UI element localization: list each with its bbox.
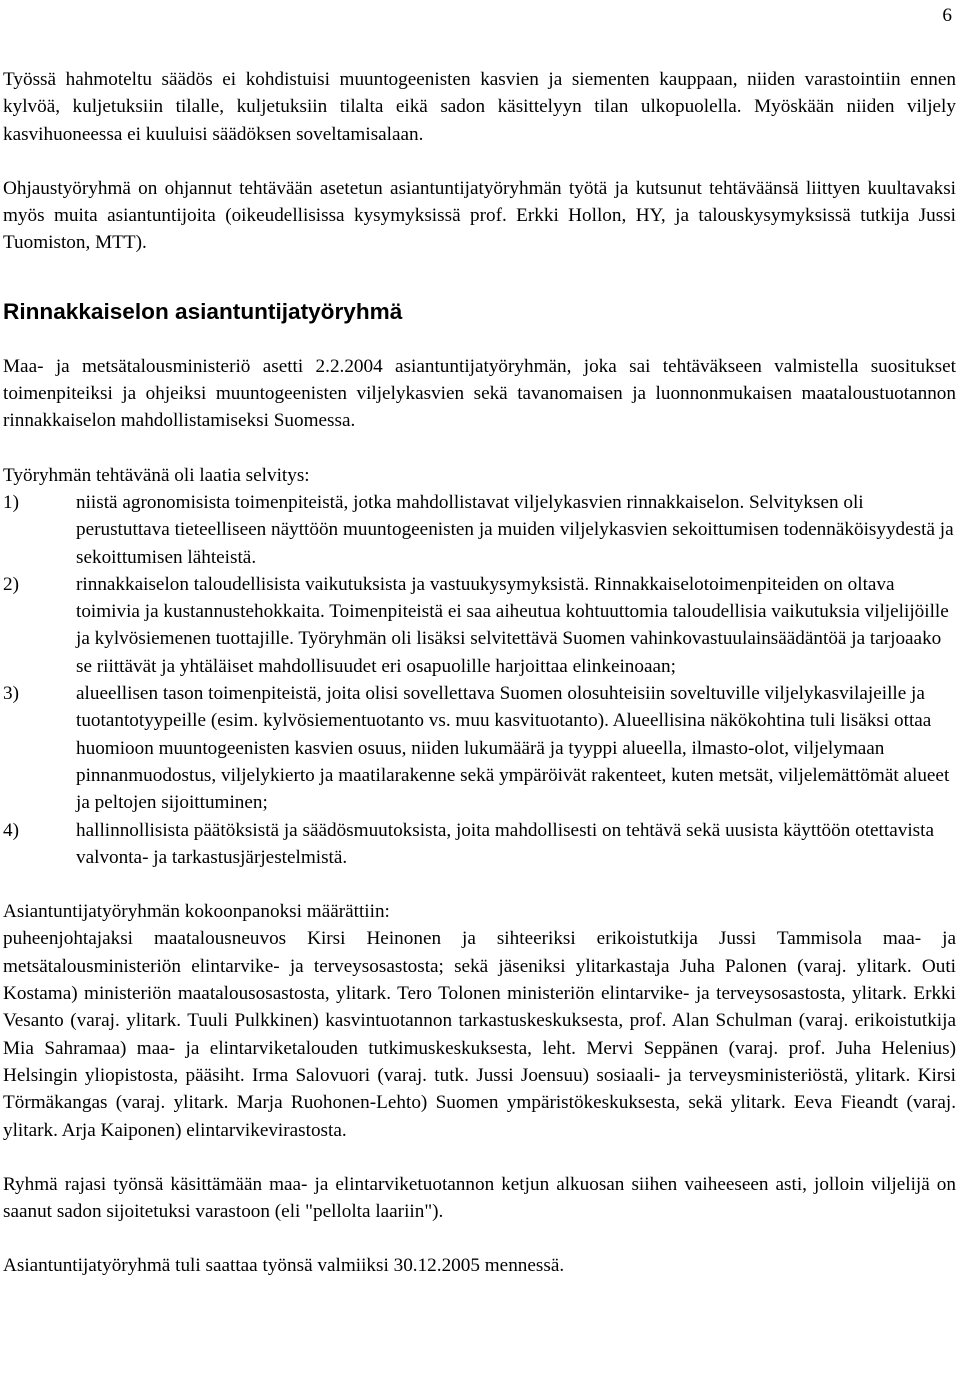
list-item: [3, 571, 956, 680]
list-item-text: alueellisen tason toimenpiteistä, joita olisi sovellettava Suomen olosuhteisiin soveltuville viljelykasvilajeille ja tuotantotyypeille (esim. kylvösiementuotanto vs. muu kasvituotanto). Alueellisina näkökohtina tuli lisäksi ottaa huomioon muuntogeenisten kasvien osuus, niiden lukumäärä ja tyyppi alueella, ilmasto-olot, viljelymaan pinnanmuodostus, viljelykierto ja maatilarakenne sekä ympäröivät rakenteet, kuten metsät, viljelemättömät alueet ja peltojen sijoittuminen;: [76, 683, 950, 814]
paragraph-scope: Ryhmä rajasi työnsä käsittämään maa- ja elintarviketuotannon ketjun alkuosan siihen vaiheeseen asti, jolloin viljelijä on saanut sadon sijoitetuksi varastoon (eli "pellolta laariin").: [3, 1173, 956, 1223]
paragraph-deadline: Asiantuntijatyöryhmä tuli saattaa työnsä valmiiksi 30.12.2005 mennessä.: [3, 1255, 565, 1277]
paragraph-steering-group: Ohjaustyöryhmä on ohjannut tehtävään asetetun asiantuntijatyöryhmän työtä ja kutsunut tehtäväänsä liittyen kuultavaksi myös muita asiantuntijoita (oikeudellisissa kysymyksissä prof. Erkki Hollon, HY, ja talouskysymyksissä tutkija Jussi Tuomiston, MTT).: [3, 177, 956, 254]
document-body: [3, 66, 956, 1280]
task-list: [3, 489, 956, 871]
list-item-text: rinnakkaiselon taloudellisista vaikutuksista ja vastuukysymyksistä. Rinnakkaiselotoimenpiteiden on oltava toimivia ja kustannustehokkaita. Toimenpiteistä ei saa aiheutua kohtuuttomia taloudellisia vaikutuksia viljelijöille ja kylvösiemenen tuottajille. Työryhmän oli lisäksi selvitettävä Suomen vahinkovastuulainsäädäntöä ja tarjoaako se riittävät ja yhtäläiset mahdollisuudet eri osapuolille harjoittaa elinkeinoaan;: [76, 573, 949, 677]
tasks-intro: Työryhmän tehtävänä oli laatia selvitys:: [3, 464, 310, 486]
page-number: 6: [942, 5, 952, 26]
list-number: 4): [3, 819, 19, 841]
paragraph-appointment: Maa- ja metsätalousministeriö asetti 2.2.2004 asiantuntijatyöryhmän, joka sai tehtäväkseen valmistella suositukset toimenpiteiksi ja ohjeiksi muuntogeenisten viljelykasvien sekä tavanomaisen ja luonnonmukaisen maataloustuotannon rinnakkaiselon mahdollistamiseksi Suomessa.: [3, 355, 956, 432]
section-heading: Rinnakkaiselon asiantuntijatyöryhmä: [3, 298, 403, 324]
list-item-text: hallinnollisista päätöksistä ja säädösmuutoksista, joita mahdollisesti on tehtävä sekä uusista käyttöön otettavista valvonta- ja tarkastusjärjestelmistä.: [76, 819, 934, 868]
list-number: 2): [3, 573, 19, 595]
members-intro: Asiantuntijatyöryhmän kokoonpanoksi määrättiin:: [3, 901, 390, 923]
list-number: 1): [3, 491, 19, 513]
list-number: 3): [3, 683, 19, 705]
list-item: [3, 817, 956, 872]
paragraph-members: puheenjohtajaksi maatalousneuvos Kirsi Heinonen ja sihteeriksi erikoistutkija Jussi Tammisola maa- ja metsätalousministeriön elintarvike- ja terveysosastosta; sekä jäseniksi ylitarkastaja Juha Palonen (varaj. ylitark. Outi Kostama) ministeriön maatalousosastosta, ylitark. Tero Tolonen ministeriön elintarvike- ja terveysosastosta, ylitark. Erkki Vesanto (varaj. ylitark. Tuuli Pulkkinen) kasvintuotannon tarkastuskeskuksesta, prof. Alan Schulman (varaj. erikoistutkija Mia Sahramaa) maa- ja elintarviketalouden tutkimuskeskuksesta, leht. Mervi Seppänen (varaj. prof. Juha Helenius) Helsingin yliopistosta, pääsiht. Irma Salovuori (varaj. tutk. Jussi Joensuu) sosiaali- ja terveysministeriöstä, ylitark. Kirsi Törmäkangas (varaj. ylitark. Marja Ruohonen-Lehto) Suomen ympäristökeskuksesta, sekä ylitark. Eeva Fieandt (varaj. ylitark. Arja Kaiponen) elintarvikevirastosta.: [3, 928, 956, 1141]
list-item: [3, 489, 956, 571]
list-item: [3, 680, 956, 816]
list-item-text: niistä agronomisista toimenpiteistä, jotka mahdollistavat viljelykasvien rinnakkaiselon. Selvityksen oli perustuttava tieteelliseen näyttöön muuntogeenisten ja muiden viljelykasvien sekoittumisen todennäköisyydestä ja sekoittumisen lähteistä.: [76, 491, 954, 568]
paragraph-scope-exclusions: Työssä hahmoteltu säädös ei kohdistuisi muuntogeenisten kasvien ja siementen kauppaan, niiden varastointiin ennen kylvöä, kuljetuksiin tilalle, kuljetuksiin tilalta eikä sadon käsittelyyn tilan ulkopuolella. Myöskään niiden viljely kasvihuoneessa ei kuuluisi säädöksen soveltamisalaan.: [3, 69, 956, 145]
